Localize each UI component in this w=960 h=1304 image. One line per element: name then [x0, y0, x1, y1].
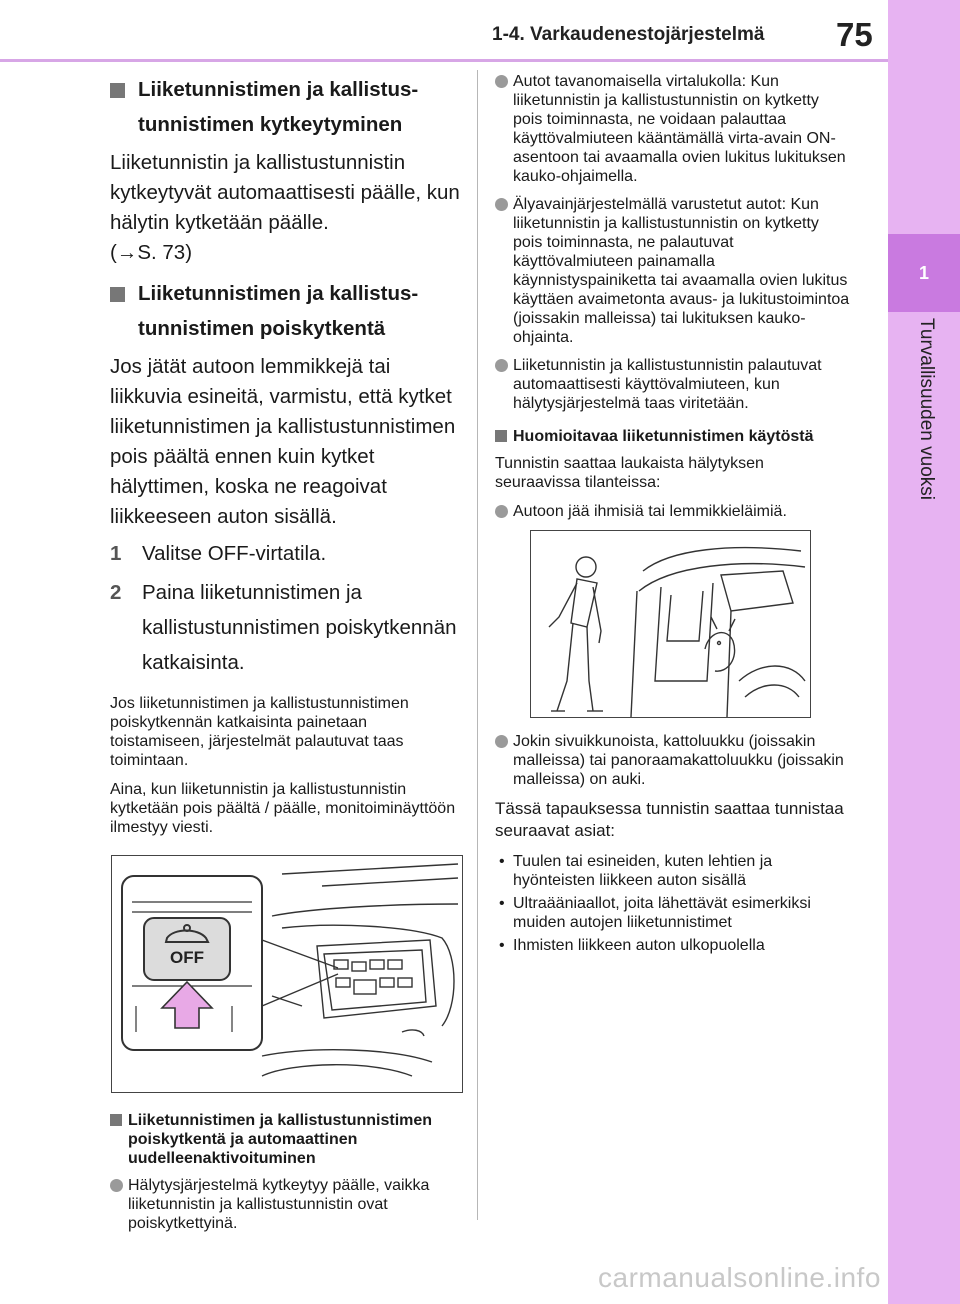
heading-motion-sensor-notes: Huomioitavaa liiketunnistimen käytöstä: [495, 427, 850, 446]
square-bullet-icon: [495, 430, 507, 442]
chapter-number-box[interactable]: [888, 234, 960, 312]
overhead-console-illustration: [111, 855, 463, 1093]
header-rule: [0, 59, 888, 62]
overhead-console-drawing: [112, 856, 462, 1092]
dash-item-wind: • Tuulen tai esineiden, kuten lehtien ja hyönteisten liikkeen auton sisällä: [499, 853, 773, 889]
heading-activation: Liiketunnistimen ja kallistus-tunnistimen kytkeytyminen: [110, 72, 464, 142]
circle-bullet-icon: [495, 735, 508, 748]
circle-bullet-icon: [495, 359, 508, 372]
bullet-smart-key: Älyavainjärjestelmällä varustetut autot: Kun liiketunnistin ja kallistustunnistin on kytketty pois toiminnasta, ne palautuvat käyttövalmiuteen painamalla käynnistyspainiketta tai avaamalla ovien lukitus käyttäen avaimetonta avaus- ja lukitustoimintoa (joissakin malleissa) tai lukituksen kauko-ohjainta.: [495, 195, 850, 347]
chapter-number: 1: [918, 262, 929, 283]
person-and-dog-drawing: [531, 531, 810, 717]
bullet-open-windows: Jokin sivuikkunoista, kattoluukku (joissakin malleissa) tai panoraamakattoluukku (joissakin malleissa) on auki.: [495, 732, 850, 789]
page-reference-link[interactable]: (→S. 73): [110, 241, 193, 264]
column-divider: [477, 70, 478, 1220]
paragraph-alarm-situations: Tunnistin saattaa laukaista hälytyksen seuraavissa tilanteissa:: [495, 455, 764, 491]
step-2: [110, 575, 464, 680]
person-and-dog-illustration: [530, 530, 811, 718]
step-text: Valitse OFF-virtatila.: [142, 542, 327, 565]
section-title: 1-4. Varkaudenestojärjestelmä: [492, 24, 765, 45]
dash-item-ultrasound: • Ultraääniaallot, joita lähettävät esimerkiksi muiden autojen liiketunnistimet: [499, 895, 811, 931]
bullet-auto-rearm: Liiketunnistin ja kallistustunnistin palautuvat automaattisesti käyttövalmiuteen, kun hälytysjärjestelmä taas viritetään.: [495, 356, 850, 413]
paragraph-deactivation: Jos jätät autoon lemmikkejä tai liikkuvia esineitä, varmistu, että kytket liiketunnistimen ja kallistustunnistimen pois päältä ennen kuin kytket hälyttimen, koska ne reagoivat liikkeeseen auton sisällä.: [110, 355, 456, 528]
paragraph-activation: Liiketunnistin ja kallistustunnistin kytkeytyvät automaattisesti päälle, kun hälytin kytketään päälle. (→S. 73): [110, 151, 460, 264]
square-bullet-icon: [110, 287, 125, 302]
circle-bullet-icon: [110, 1179, 123, 1192]
square-bullet-icon: [110, 83, 125, 98]
dash-item-outside-movement: • Ihmisten liikkeen auton ulkopuolella: [499, 937, 765, 954]
square-bullet-icon: [110, 1114, 122, 1126]
chapter-side-tab: [888, 0, 960, 1304]
step-number: 1: [110, 542, 122, 565]
chapter-title: Turvallisuuden vuoksi: [916, 318, 937, 500]
note-display-message: Aina, kun liiketunnistin ja kallistustunnistin kytketään pois päältä / päälle, monitoiminäyttöön ilmestyy viesti.: [110, 781, 456, 836]
right-column: [495, 72, 850, 959]
circle-bullet-icon: [495, 75, 508, 88]
step-number: 2: [110, 581, 122, 604]
left-column: [110, 72, 464, 1242]
heading-auto-reactivation: Liiketunnistimen ja kallistustunnistimen poiskytkentä ja automaattinen uudelleenaktivoituminen: [110, 1111, 464, 1168]
off-button-label: OFF: [170, 948, 204, 967]
bullet-ignition-key: Autot tavanomaisella virtalukolla: Kun liiketunnistin ja kallistustunnistin on kytketty pois toiminnasta, ne voidaan palauttaa käyttövalmiuteen kääntämällä virta-avain ON-asentoon tai avaamalla ovien lukitus lukituksen kauko-ohjaimella.: [495, 72, 850, 186]
watermark: carmanualsonline.info: [598, 1262, 881, 1293]
paragraph-sensor-detects: Tässä tapauksessa tunnistin saattaa tunnistaa seuraavat asiat:: [495, 799, 844, 840]
step-1: [110, 536, 464, 571]
page-number: 75: [836, 16, 873, 53]
step-text: Paina liiketunnistimen ja kallistustunnistimen poiskytkennän katkaisinta.: [142, 581, 457, 674]
bullet-alarm-activates: Hälytysjärjestelmä kytkeytyy päälle, vaikka liiketunnistin ja kallistustunnistin ovat poiskytkettyinä.: [110, 1176, 464, 1233]
heading-deactivation: Liiketunnistimen ja kallistus-tunnistimen poiskytkentä: [110, 276, 464, 346]
bullet-people-in-car: Autoon jää ihmisiä tai lemmikkieläimiä.: [495, 502, 850, 521]
circle-bullet-icon: [495, 505, 508, 518]
circle-bullet-icon: [495, 198, 508, 211]
note-repeat-press: Jos liiketunnistimen ja kallistustunnistimen poiskytkennän katkaisinta painetaan toistamiseen, järjestelmät palautuvat taas toimintaan.: [110, 695, 409, 769]
